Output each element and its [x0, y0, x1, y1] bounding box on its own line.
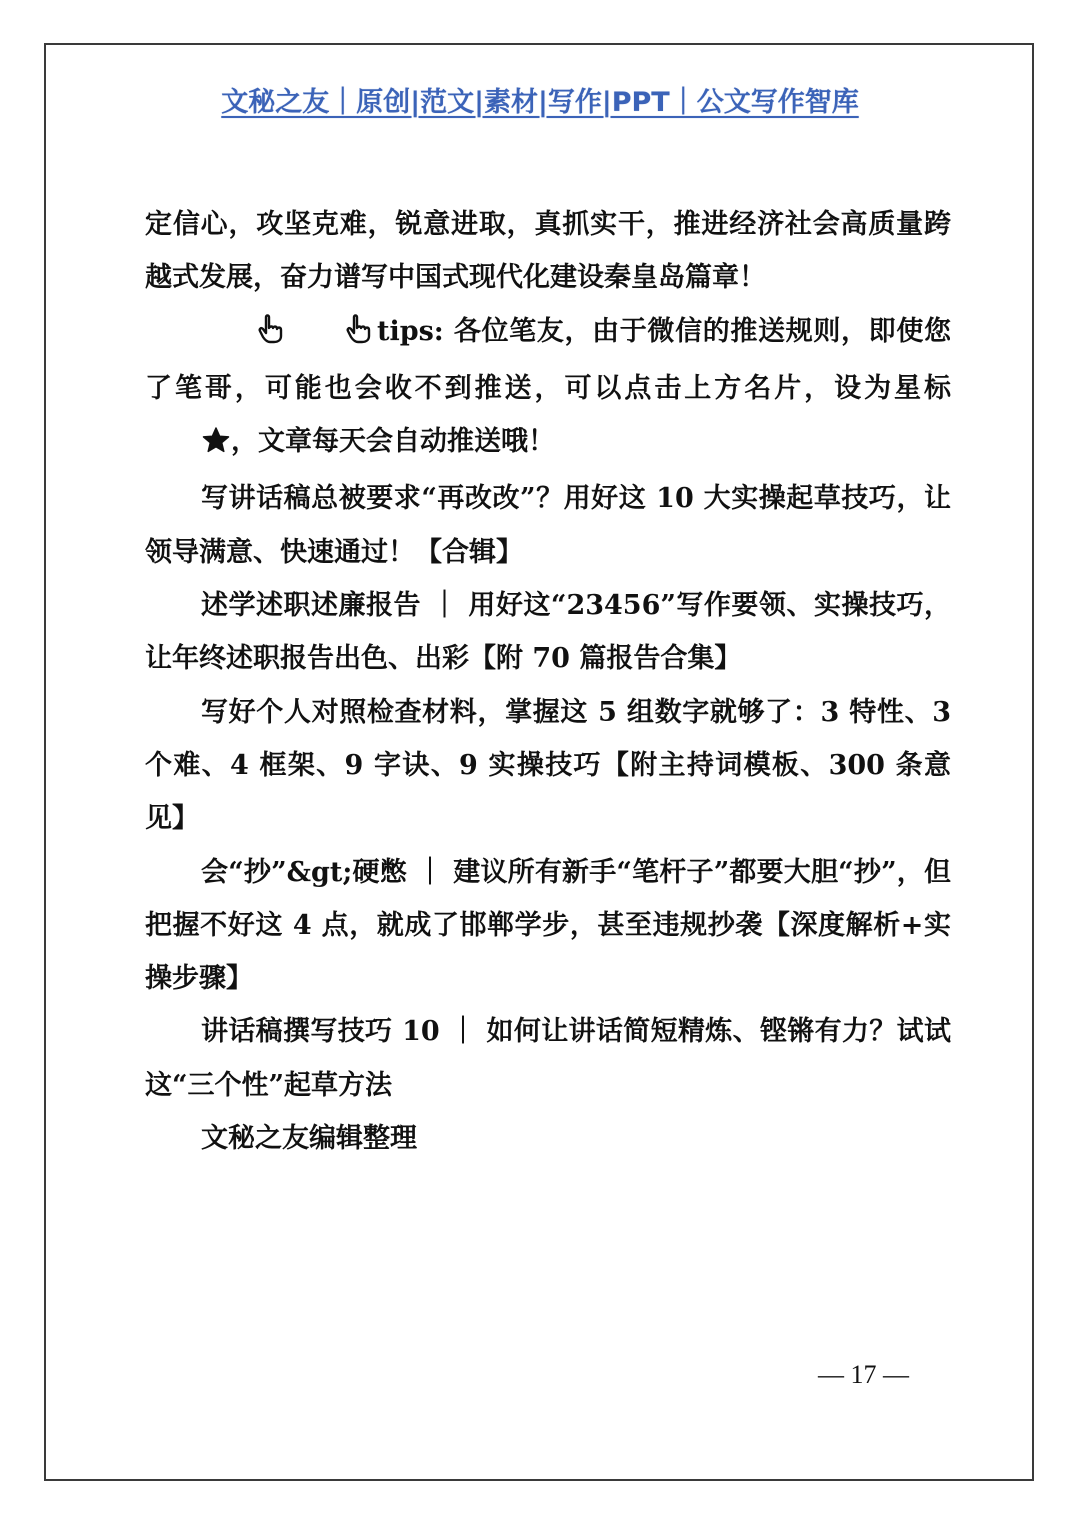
page-number: — 17 — — [818, 1360, 909, 1389]
paragraph-tips — [145, 305, 951, 473]
header-title[interactable]: 文秘之友｜原创|范文|素材|写作|PPT｜公文写作智库 — [221, 87, 859, 118]
tips-tail-text: ，文章每天会自动推送哦！ — [231, 426, 555, 458]
link-paragraph-4[interactable]: 会“抄”&gt;硬憋 ｜ 建议所有新手“笔杆子”都要大胆“抄”，但把握不好这 4 点，就成了邯郸学步，甚至违规抄袭【深度解析+实操步骤】 — [145, 856, 951, 995]
tips-text: tips: 各位笔友，由于微信的推送规则，即使您了笔哥，可能也会收不到推送，可以点击上方名片，设为星标 — [145, 315, 951, 404]
paragraph-1: 定信心，攻坚克难，锐意进取，真抓实干，推进经济社会高质量跨越式发展，奋力谱写中国式现代化建设秦皇岛篇章！ — [145, 209, 951, 294]
link-paragraph-2[interactable]: 述学述职述廉报告 ｜ 用好这“23456”写作要领、实操技巧，让年终述职报告出色、出彩【附 70 篇报告合集】 — [145, 590, 951, 675]
body-text — [145, 198, 951, 1165]
star-icon — [145, 419, 231, 472]
editor-credit: 文秘之友编辑整理 — [201, 1123, 417, 1155]
pointing-hand-icon — [201, 309, 289, 362]
pointing-hand-icon-2 — [289, 309, 377, 362]
link-paragraph-3[interactable]: 写好个人对照检查材料，掌握这 5 组数字就够了：3 特性、3 个难、4 框架、9 字诀、9 实操技巧【附主持词模板、300 条意见】 — [145, 696, 951, 835]
link-paragraph-1[interactable]: 写讲话稿总被要求“再改改”？用好这 10 大实操起草技巧，让领导满意、快速通过！【合辑】 — [145, 483, 951, 568]
link-paragraph-5[interactable]: 讲话稿撰写技巧 10 ｜ 如何让讲话简短精炼、铿锵有力？试试这“三个性”起草方法 — [145, 1016, 951, 1101]
